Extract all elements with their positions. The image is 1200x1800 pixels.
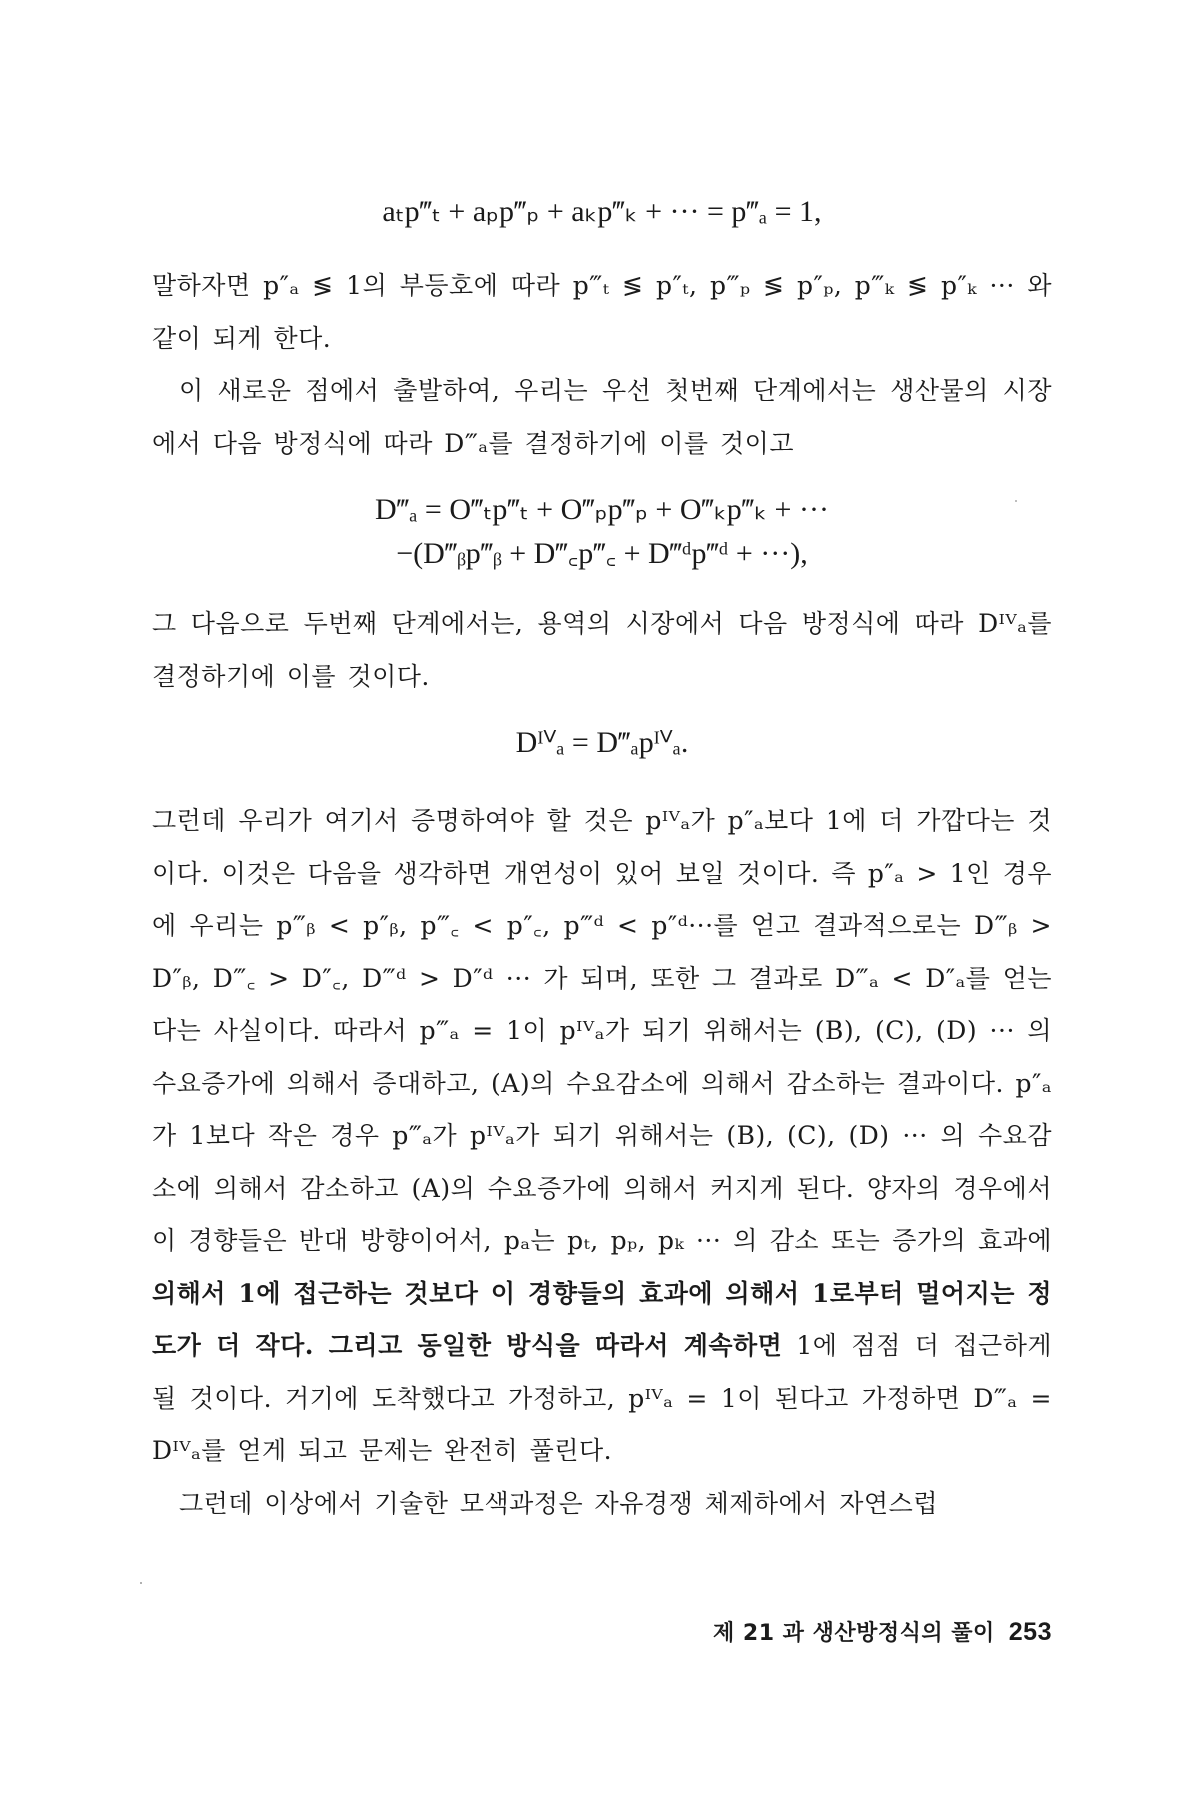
page-number: 253 bbox=[1008, 1618, 1052, 1646]
scan-speck bbox=[140, 1582, 142, 1584]
equation-2-line-1: D‴ₐ = O‴ₜp‴ₜ + O‴ₚp‴ₚ + O‴ₖp‴ₖ + ··· bbox=[375, 493, 829, 526]
paragraph-5: 그런데 이상에서 기술한 모색과정은 자유경쟁 체제하에서 자연스럽 bbox=[179, 1488, 938, 1518]
page-footer bbox=[700, 1616, 1052, 1647]
equation-3: Dᴵⱽₐ = D‴ₐpᴵⱽₐ. bbox=[515, 726, 689, 759]
chapter-title: 제 21 과 생산방정식의 풀이 bbox=[713, 1621, 995, 1646]
paragraph-1: 말하자면 p″ₐ ≶ 1의 부등호에 따라 p‴ₜ ≶ p″ₜ, p‴ₚ ≶ p″ₚ, p‴ₖ ≶ p″ₖ ··· 와 같이 되게 한다. bbox=[152, 271, 1052, 353]
equation-2-line-2: −(D‴ᵦp‴ᵦ + D‴꜀p‴꜀ + D‴ᵈp‴ᵈ + ···), bbox=[396, 537, 808, 570]
scan-speck bbox=[1015, 500, 1017, 502]
page-body bbox=[152, 190, 1052, 1530]
equation-1: aₜp‴ₜ + aₚp‴ₚ + aₖp‴ₖ + ··· = p‴ₐ = 1, bbox=[382, 195, 822, 228]
paragraph-3: 그 다음으로 두번째 단계에서는, 용역의 시장에서 다음 방정식에 따라 Dᴵⱽₐ를 결정하기에 이를 것이다. bbox=[152, 609, 1052, 691]
paragraph-2: 이 새로운 점에서 출발하여, 우리는 우선 첫번째 단계에서는 생산물의 시장에서 다음 방정식에 따라 D‴ₐ를 결정하기에 이를 것이고 bbox=[152, 376, 1052, 458]
paragraph-4-bold-text: 의해서 1에 접근하는 것보다 이 경향들의 효과에 의해서 1로부터 멀어지는 정도가 더 작다. 그리고 동일한 방식을 따라서 계속하면 bbox=[152, 1278, 1052, 1360]
paragraph-4-end-text: 1에 점점 더 접근하게 될 것이다. 거기에 도착했다고 가정하고, pᴵⱽₐ = 1이 된다고 가정하면 D‴ₐ = Dᴵⱽₐ를 얻게 되고 문제는 완전히 풀린다. bbox=[152, 1331, 1053, 1465]
paragraph-4-text: 그런데 우리가 여기서 증명하여야 할 것은 pᴵⱽₐ가 p″ₐ보다 1에 더 가깝다는 것이다. 이것은 다음을 생각하면 개연성이 있어 보일 것이다. 즉 p″ₐ > 1인 경우에 우리는 p‴ᵦ < p″ᵦ, p‴꜀ < p″꜀, p‴ᵈ < p″ᵈ···를 얻고 결과적으로는 D‴ᵦ > D″ᵦ, D‴꜀ > D″꜀, D‴ᵈ > D″ᵈ ··· 가 되며, 또한 그 결과로 D‴ₐ < D″ₐ를 얻는다는 사실이다. 따라서 p‴ₐ = 1이 pᴵⱽₐ가 되기 위해서는 (B), (C), (D) ··· 의 수요증가에 의해서 증대하고, (A)의 수요감소에 의해서 감소하는 결과이다. p″ₐ가 1보다 작은 경우 p‴ₐ가 pᴵⱽₐ가 되기 위해서는 (B), (C), (D) ··· 의 수요감소에 의해서 감소하고 (A)의 수요증가에 의해서 커지게 된다. 양자의 경우에서 이 경향들은 반대 방향이어서, pₐ는 pₜ, pₚ, pₖ ··· 의 감소 또는 증가의 효과에 bbox=[152, 806, 1052, 1255]
paragraph-4 bbox=[152, 795, 1052, 1478]
